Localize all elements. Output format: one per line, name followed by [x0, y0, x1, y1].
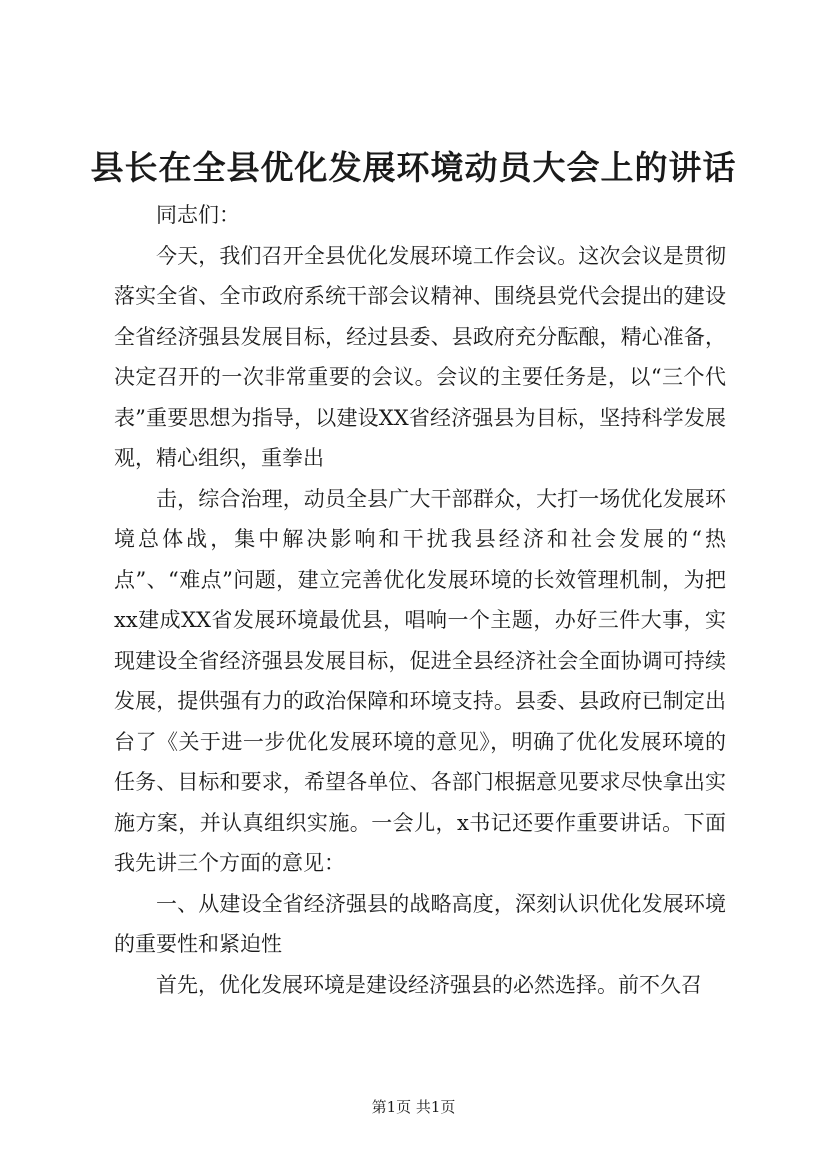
body-paragraph: 今天，我们召开全县优化发展环境工作会议。这次会议是贯彻落实全省、全市政府系统干部会议精神、围绕县党代会提出的建设全省经济强县发展目标，经过县委、县政府充分酝酿，精心准备，决定召开的一次非常重要的会议。会议的主要任务是，以“三个代表”重要思想为指导，以建设XX省经济强县为目标，坚持科学发展观，精心组织，重拳出 — [114, 243, 726, 470]
salutation-paragraph: 同志们： — [156, 203, 240, 227]
section-heading: 一、从建设全省经济强县的战略高度，深刻认识优化发展环境的重要性和紧迫性 — [114, 891, 726, 956]
body-paragraph: 击，综合治理，动员全县广大干部群众，大打一场优化发展环境总体战，集中解决影响和干扰我县经济和社会发展的“热点”、“难点”问题，建立完善优化发展环境的长效管理机制，为把xx建成XX省发展环境最优县，唱响一个主题，办好三件大事，实现建设全省经济强县发展目标，促进全县经济社会全面协调可持续发展，提供强有力的政治保障和环境支持。县委、县政府已制定出台了《关于进一步优化发展环境的意见》，明确了优化发展环境的任务、目标和要求，希望各单位、各部门根据意见要求尽快拿出实施方案，并认真组织实施。一会儿，x书记还要作重要讲话。下面我先讲三个方面的意见： — [114, 486, 726, 875]
document-title: 县长在全县优化发展环境动员大会上的讲话 — [90, 148, 737, 187]
page-footer: 第1页 共1页 — [371, 1098, 456, 1116]
document-body — [114, 195, 726, 1005]
body-paragraph: 首先，优化发展环境是建设经济强县的必然选择。前不久召 — [156, 972, 702, 997]
